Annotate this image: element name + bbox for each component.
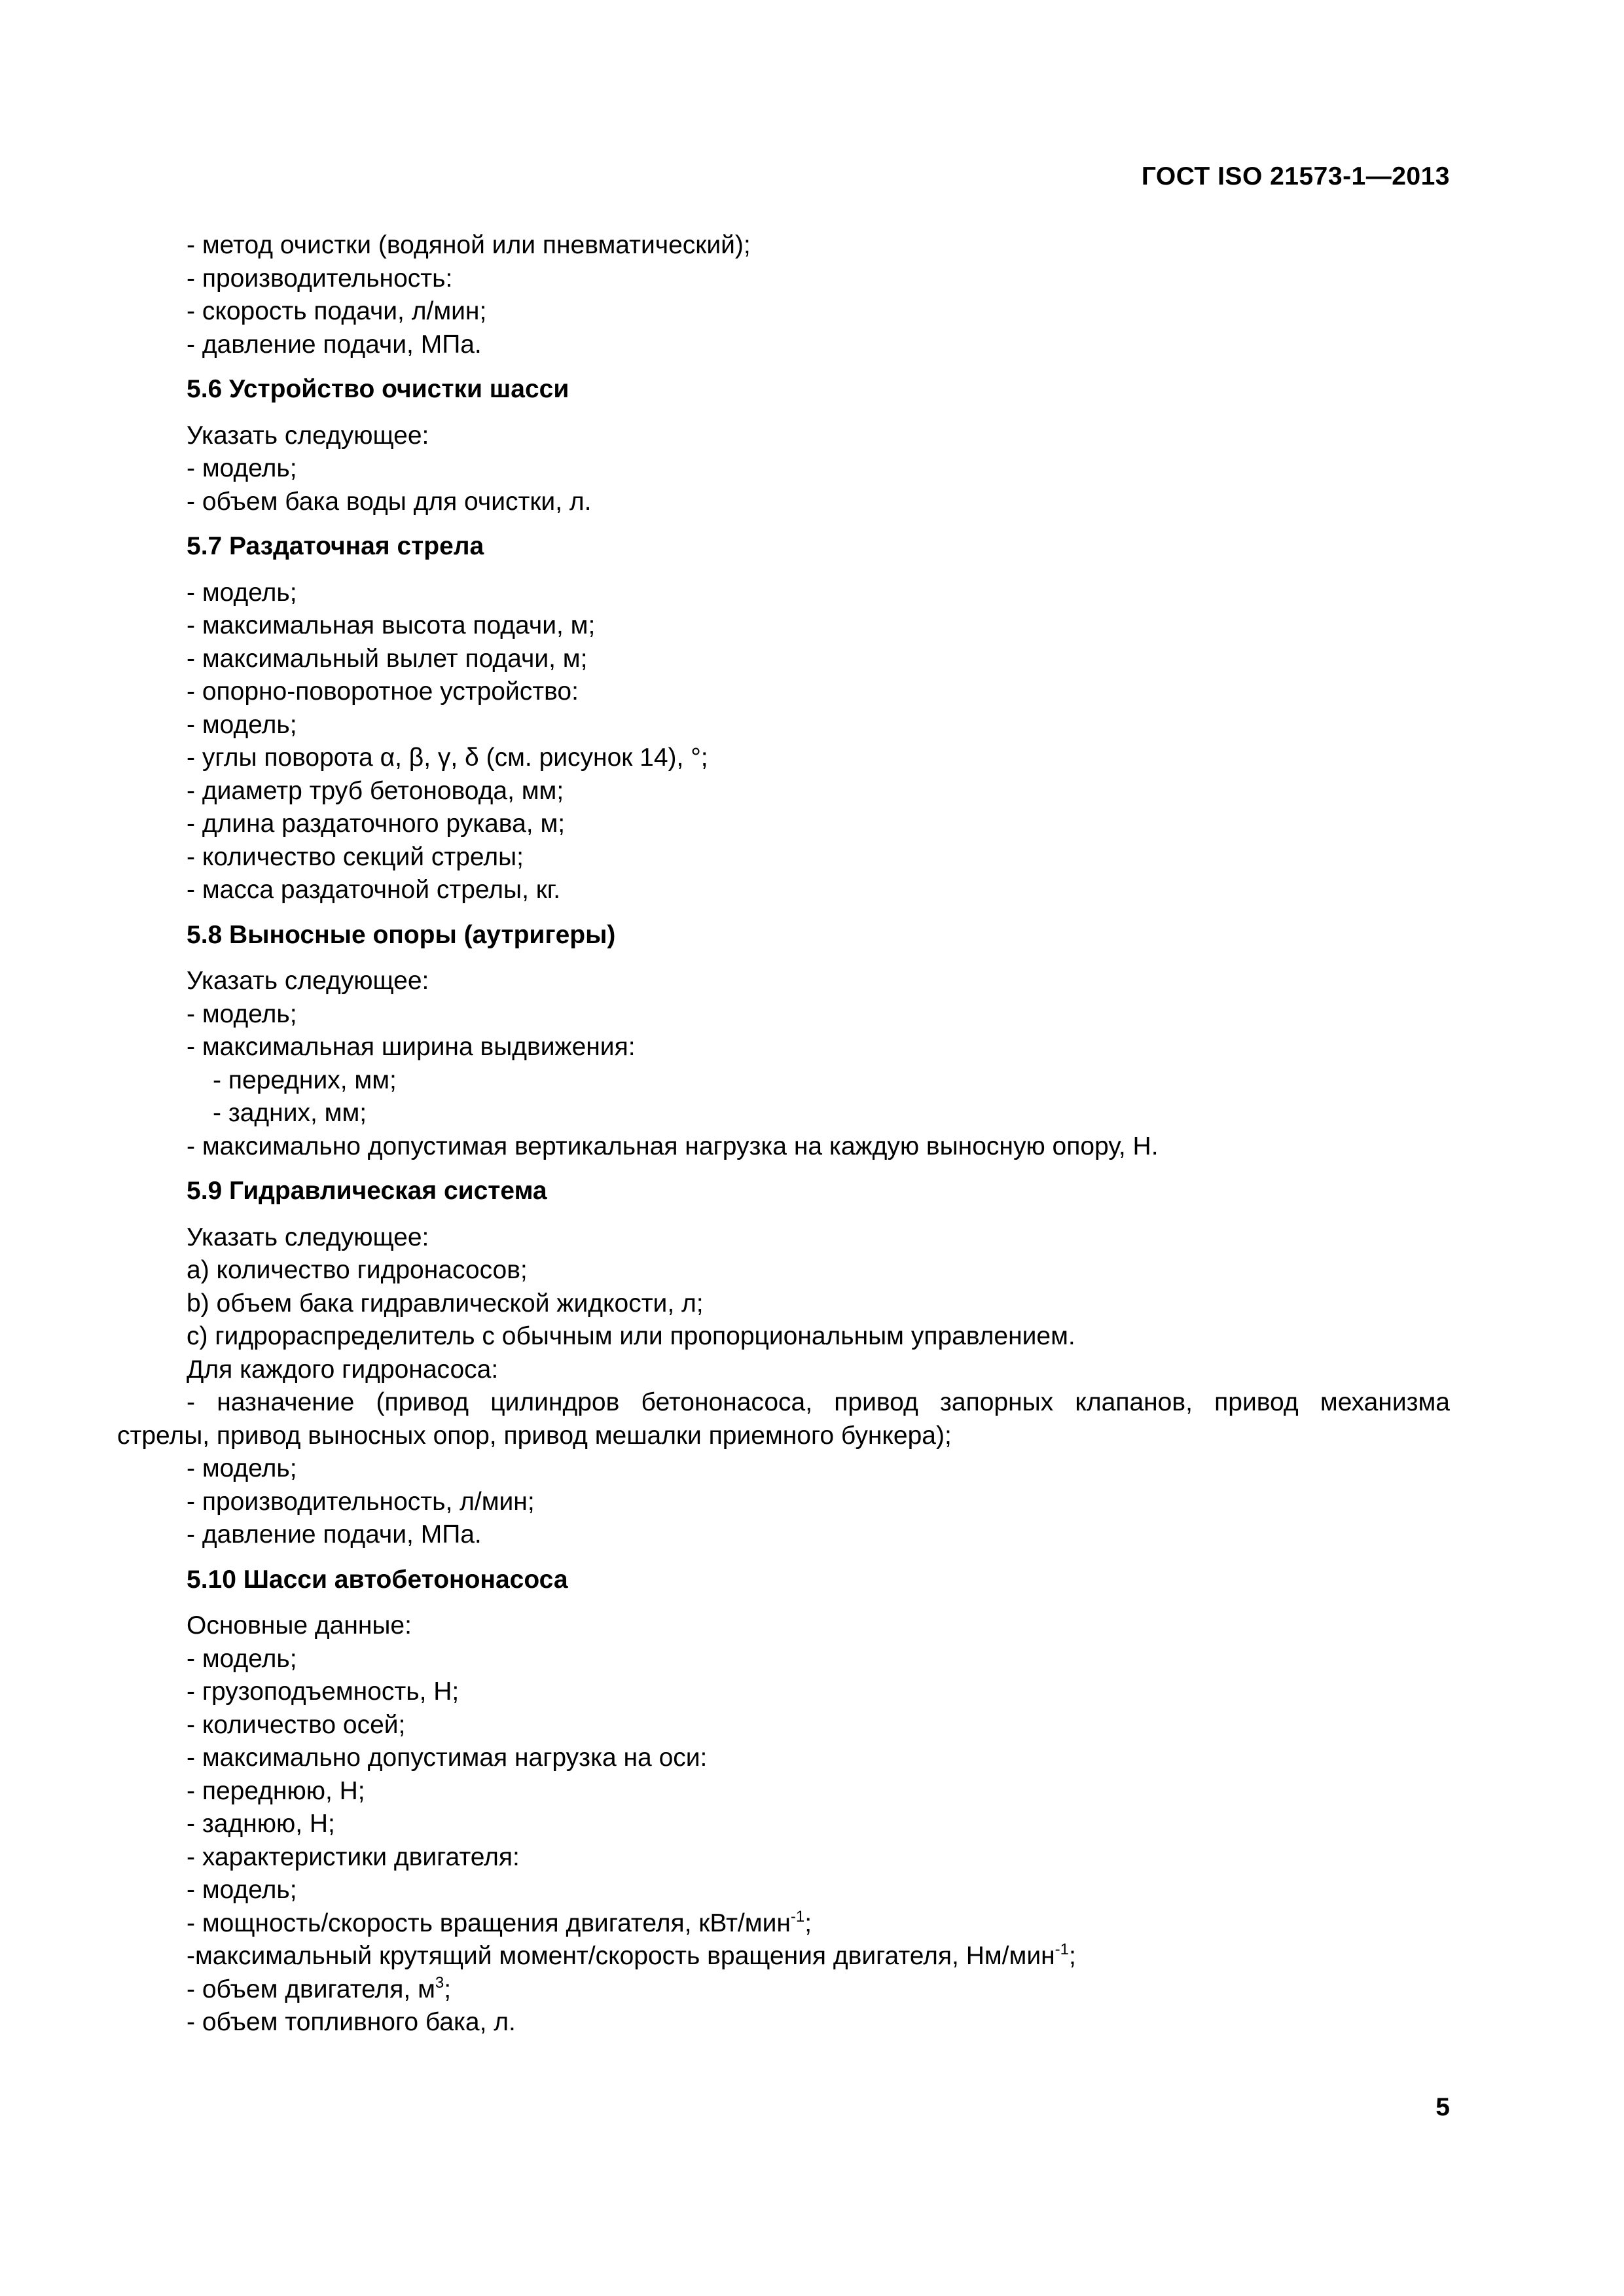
intro-list — [187, 229, 1450, 361]
list-item: - скорость подачи, л/мин; — [187, 297, 487, 325]
item-end: ; — [1069, 1942, 1076, 1970]
list-item: - максимальный вылет подачи, м; — [187, 644, 588, 673]
list-item: - переднюю, Н; — [187, 1776, 365, 1805]
list-item: - модель; — [187, 454, 297, 482]
list-item: - углы поворота α, β, γ, δ (см. рисунок 14), °; — [187, 744, 708, 772]
superscript: -1 — [1055, 1941, 1069, 1958]
list-item: - объем топливного бака, л. — [187, 2008, 516, 2036]
section-heading-5-9: 5.9 Гидравлическая система — [187, 1177, 547, 1205]
list-item: - длина раздаточного рукава, м; — [187, 810, 566, 838]
list-item: - модель; — [187, 999, 297, 1028]
page-content — [117, 229, 1450, 2039]
list-item: - заднюю, Н; — [187, 1810, 335, 1838]
page-number: 5 — [1435, 2093, 1450, 2121]
list-item: - производительность: — [187, 264, 453, 293]
list-item: - максимально допустимая вертикальная нагрузка на каждую выносную опору, Н. — [187, 1132, 1159, 1160]
list-item: Указать следующее: — [187, 1223, 429, 1251]
list-item: - грузоподъемность, Н; — [187, 1677, 460, 1706]
list-item: - масса раздаточной стрелы, кг. — [187, 876, 561, 904]
list-item: b) объем бака гидравлической жидкости, л; — [187, 1289, 704, 1318]
engine-torque-item — [187, 1940, 1450, 1973]
list-item: - максимальная высота подачи, м; — [187, 611, 596, 639]
paragraph-line: стрелы, привод выносных опор, привод мешалки приемного бункера); — [117, 1421, 952, 1450]
list-item: Указать следующее: — [187, 967, 429, 995]
section-5-7-body — [187, 577, 1450, 907]
section-5-6-body — [187, 420, 1450, 519]
section-5-10-body — [187, 1609, 1450, 2039]
list-item: - задних, мм; — [213, 1099, 367, 1127]
section-heading-5-7: 5.7 Раздаточная стрела — [187, 532, 484, 560]
list-item: - модель; — [187, 1644, 297, 1673]
superscript: -1 — [790, 1907, 805, 1926]
section-5-8-body — [187, 965, 1450, 1163]
superscript: 3 — [435, 1973, 444, 1992]
engine-volume-item — [187, 1973, 1450, 2007]
list-item: - модель; — [187, 1876, 297, 1904]
list-item: - максимально допустимая нагрузка на оси: — [187, 1744, 708, 1772]
list-item: - опорно-поворотное устройство: — [187, 677, 579, 706]
list-item: - передних, мм; — [213, 1066, 397, 1094]
list-item: c) гидрораспределитель с обычным или пропорциональным управлением. — [187, 1322, 1075, 1350]
section-heading-5-10: 5.10 Шасси автобетононасоса — [187, 1565, 568, 1594]
list-item: - модель; — [187, 578, 297, 607]
list-item: - производительность, л/мин; — [187, 1487, 535, 1516]
list-item: a) количество гидронасосов; — [187, 1256, 528, 1284]
purpose-paragraph — [117, 1386, 1450, 1452]
section-5-9-body — [117, 1221, 1450, 1552]
list-item: - давление подачи, МПа. — [187, 1520, 482, 1549]
section-heading-5-8: 5.8 Выносные опоры (аутригеры) — [187, 920, 616, 949]
list-item: - количество секций стрелы; — [187, 842, 524, 871]
item-text: - объем двигателя, м — [187, 1975, 435, 2003]
item-end: ; — [444, 1975, 452, 2003]
list-item: - объем бака воды для очистки, л. — [187, 487, 592, 516]
document-header: ГОСТ ISO 21573-1—2013 — [1141, 162, 1450, 190]
list-item: Основные данные: — [187, 1611, 412, 1640]
section-heading-5-6: 5.6 Устройство очистки шасси — [187, 375, 569, 403]
item-text: - мощность/скорость вращения двигателя, кВт/мин — [187, 1909, 791, 1937]
list-item: - количество осей; — [187, 1710, 406, 1739]
list-item: - модель; — [187, 710, 297, 739]
list-item: - максимальная ширина выдвижения: — [187, 1033, 636, 1061]
list-item: - диаметр труб бетоновода, мм; — [187, 776, 564, 805]
list-item: - характеристики двигателя: — [187, 1842, 520, 1871]
list-item: Для каждого гидронасоса: — [187, 1355, 499, 1384]
list-item: - модель; — [187, 1454, 297, 1482]
engine-power-item — [187, 1907, 1450, 1941]
list-item: - давление подачи, МПа. — [187, 330, 482, 359]
item-end: ; — [804, 1909, 812, 1937]
item-text: -максимальный крутящий момент/скорость вращения двигателя, Нм/мин — [187, 1942, 1055, 1970]
list-item: Указать следующее: — [187, 421, 429, 450]
list-item: - метод очистки (водяной или пневматический); — [187, 231, 751, 259]
paragraph-line: - назначение (привод цилиндров бетононасоса, привод запорных клапанов, привод механизма — [187, 1388, 1450, 1416]
